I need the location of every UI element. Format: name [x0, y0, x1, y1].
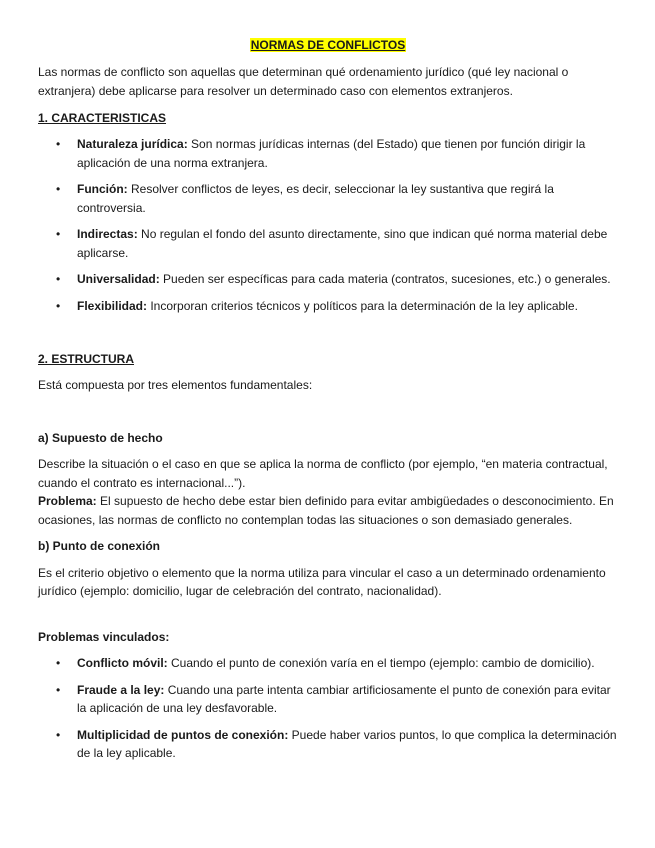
- subsection-a-text: Describe la situación o el caso en que se aplica la norma de conflicto (por ejemplo, “en materia contractual, cuando el contrato es internacional...”).: [38, 457, 608, 490]
- document-title-text: NORMAS DE CONFLICTOS: [250, 38, 406, 52]
- bullet-icon: •: [56, 137, 61, 151]
- item-label: Flexibilidad:: [77, 298, 148, 313]
- list-item: [38, 135, 618, 172]
- section-1-heading: 1. CARACTERISTICAS: [38, 111, 167, 125]
- list-item: [38, 654, 618, 673]
- bullet-icon: •: [56, 227, 61, 241]
- problem-label: Problema:: [38, 494, 97, 508]
- item-label: Función:: [77, 182, 128, 196]
- document-title: [38, 36, 618, 54]
- subsection-a-problem: [38, 492, 618, 529]
- bullet-icon: •: [56, 727, 61, 742]
- list-item: [38, 681, 618, 718]
- bullet-icon: •: [56, 182, 61, 196]
- item-text: Cuando una parte intenta cambiar artificiosamente el punto de conexión para evitar la aplicación de una ley desfavorable.: [77, 682, 611, 715]
- item-label: Conflicto móvil:: [77, 656, 168, 670]
- document-page: [38, 36, 618, 763]
- bullet-icon: •: [56, 298, 61, 313]
- list-item: [38, 225, 618, 262]
- structure-intro: Está compuesta por tres elementos fundamentales:: [38, 378, 313, 392]
- item-label: Fraude a la ley:: [77, 682, 165, 697]
- item-label: Universalidad:: [77, 272, 160, 286]
- item-text: Son normas jurídicas internas (del Estado) que tienen por función dirigir la aplicación de una norma extranjera.: [77, 137, 586, 170]
- item-label: Multiplicidad de puntos de conexión:: [77, 727, 289, 742]
- item-text: No regulan el fondo del asunto directamente, sino que indican qué norma material debe aplicarse.: [77, 227, 608, 260]
- section-2-heading: 2. ESTRUCTURA: [38, 352, 135, 366]
- intro-paragraph: Las normas de conflicto son aquellas que determinan qué ordenamiento jurídico (qué ley nacional o extranjera) debe aplicarse para resolver un determinado caso con elementos extranjeros.: [38, 65, 569, 98]
- list-item: [38, 726, 618, 763]
- problems-heading: Problemas vinculados:: [38, 629, 170, 644]
- list-item: [38, 180, 618, 217]
- item-text: Resolver conflictos de leyes, es decir, seleccionar la ley sustantiva que regirá la controversia.: [77, 182, 554, 215]
- item-label: Indirectas:: [77, 227, 138, 241]
- bullet-icon: •: [56, 682, 61, 697]
- list-item: [38, 297, 618, 316]
- subsection-a-heading: a) Supuesto de hecho: [38, 430, 163, 445]
- item-text: Cuando el punto de conexión varía en el tiempo (ejemplo: cambio de domicilio).: [167, 656, 595, 670]
- characteristics-list: [38, 135, 618, 315]
- subsection-b-text: Es el criterio objetivo o elemento que la norma utiliza para vincular el caso a un determinado ordenamiento jurídico (ejemplo: domicilio, lugar de celebración del contrato, nacionalidad).: [38, 565, 606, 598]
- problems-list: [38, 654, 618, 763]
- bullet-icon: •: [56, 272, 61, 286]
- item-text: Incorporan criterios técnicos y políticos para la determinación de la ley aplicable.: [147, 298, 578, 313]
- problem-text: El supuesto de hecho debe estar bien definido para evitar ambigüedades o desconocimiento. En ocasiones, las normas de conflicto no contemplan todas las situaciones o son demasiado generales.: [38, 494, 614, 527]
- item-text: Puede haber varios puntos, lo que complica la determinación de la ley aplicable.: [77, 727, 617, 760]
- item-label: Naturaleza jurídica:: [77, 137, 188, 151]
- bullet-icon: •: [56, 656, 61, 670]
- item-text: Pueden ser específicas para cada materia (contratos, sucesiones, etc.) o generales.: [159, 272, 611, 286]
- list-item: [38, 270, 618, 289]
- subsection-b-heading: b) Punto de conexión: [38, 539, 160, 553]
